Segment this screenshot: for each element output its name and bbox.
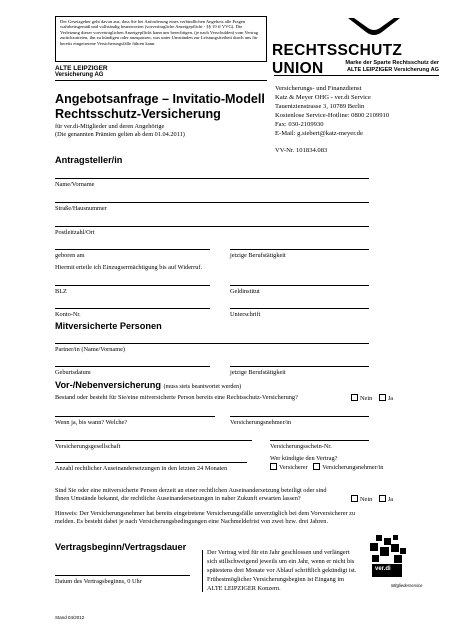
contact-line-4: Kostenlose Service-Hotline: 0800 2109910 [275, 112, 390, 119]
current-dispute-answer [351, 495, 393, 504]
who-holder-label: Versicherungsnehmer/in [322, 464, 384, 471]
verdi-logo-icon [366, 533, 408, 583]
contract-text-bar [202, 550, 203, 592]
page-title-line1: Angebotsanfrage – Invitatio-Modell [55, 92, 265, 106]
who-insurer-checkbox[interactable] [270, 463, 277, 470]
contact-line-5: Fax: 030-2109930 [275, 121, 324, 128]
prior-disputes-label: Anzahl rechtlicher Auseinandersetzungen in den letzten 24 Monaten [55, 465, 228, 472]
brand-name: RECHTSSCHUTZ UNION [272, 42, 403, 77]
hint-line-1: Hinweis: Der Versicherungsnehmer hat bereits eingetretene Versicherungsfälle unverzüglich bei dem Vorversicherer zu [55, 510, 356, 517]
prior-company-field[interactable] [55, 440, 252, 441]
contract-text-3: spätestens drei Monate vor Ablauf schriftlich gekündigt ist. [207, 567, 357, 574]
rechtsschutz-union-logo-icon [344, 12, 404, 42]
blz-field[interactable] [55, 285, 210, 286]
prior-who-label: Wer kündigte den Vertrag? [270, 455, 338, 462]
zip-city-field[interactable] [55, 226, 369, 227]
prior-holder-field[interactable] [230, 416, 369, 417]
prior-note: (muss stets beantwortet werden) [163, 384, 242, 390]
partner-field[interactable] [55, 343, 369, 344]
brand-tagline-2: ALTE LEIPZIGER Versicherung AG [346, 67, 439, 73]
prior-policy-field[interactable] [270, 440, 369, 441]
prior-when-label: Wenn ja, bis wann? Welche? [55, 419, 128, 426]
section-applicant: Antragsteller/in [55, 155, 123, 165]
dispute-yes-checkbox[interactable] [379, 495, 386, 502]
dispute-no-label: Nein [360, 496, 373, 503]
contract-start-label: Datum des Vertragsbeginns, 0 Uhr [55, 578, 142, 585]
insurer-name: ALTE LEIPZIGER [55, 65, 108, 72]
born-label: geboren am [55, 252, 85, 259]
who-insurer-label: Versicherer [279, 464, 308, 471]
debit-authorization-text: Hiermit erteile ich Einzugsermächtigung bis auf Widerruf. [55, 264, 203, 271]
partner-label: Partner/in (Name/Vorname) [55, 346, 126, 353]
birthdate-field[interactable] [55, 249, 210, 250]
prior-when-field[interactable] [55, 416, 215, 417]
title-subtitle-2: (Die genannten Prämien gelten ab dem 01.04.2011) [55, 131, 185, 138]
signature-field[interactable] [230, 308, 369, 309]
prior-title: Vor-/Nebenversicherung [55, 380, 162, 390]
partner-birthdate-label: Geburtsdatum [55, 369, 91, 376]
street-field[interactable] [55, 202, 369, 203]
prior-who-options [270, 463, 383, 472]
account-label: Konto-Nr. [55, 311, 81, 318]
footer-version: Stand 04/2012 [55, 615, 85, 620]
contract-start-field[interactable] [55, 575, 190, 576]
brand-divider [274, 75, 439, 76]
prior-policy-label: Versicherungsschein-Nr. [270, 443, 332, 450]
prior-company-label: Versicherungsgesellschaft [55, 443, 121, 450]
zip-city-label: Postleitzahl/Ort [55, 229, 95, 236]
divider [55, 80, 267, 81]
partner-birthdate-field[interactable] [55, 366, 210, 367]
section-contract: Vertragsbeginn/Vertragsdauer [55, 542, 187, 552]
signature-label: Unterschrift [230, 311, 261, 318]
partner-job-label: jetzige Berufstätigkeit [230, 369, 286, 376]
current-dispute-question-1: Sind Sie oder eine mitversicherte Person derzeit an einer rechtlichen Auseinandersetzung beteiligt oder sind [55, 487, 327, 494]
legal-notice-box [55, 16, 267, 62]
dispute-no-checkbox[interactable] [351, 495, 358, 502]
title-subtitle-1: für ver.di-Mitglieder und deren Angehörige [55, 123, 165, 130]
prior-disputes-field[interactable] [55, 462, 247, 463]
contact-line-2: Katz & Meyer OHG - ver.di Service [275, 94, 371, 101]
hint-line-2: melden. Es besteht dabei je nach Versicherungsbedingungen eine Nachmeldefrist von zwei bzw. drei Jahren. [55, 518, 328, 525]
blz-label: BLZ [55, 288, 67, 295]
section-prior-insurance [55, 380, 241, 390]
legal-notice-text: Der Gesetzgeber geht davon aus, dass Sie bei Anforderung eines verbindlichen Angebots alle Fragen wahrheitsgemäß und vollständig beantworten (vorvertragliche Anzeigepflicht - §§ 19 ff VVG). Die Verletzung dieser vorvertraglichen Anzeigepflicht kann uns berechtigen, (je nach Verschulden) vom Vertrag zurückzutreten, ihn zu kündigen oder anzupassen, was unter Umständen zur Leistungsfreiheit durch uns für bereits eingetretene Versicherungsfälle führen kann. [60, 19, 259, 46]
contact-line-1: Versicherungs- und Finanzdienst [275, 85, 362, 92]
vv-number: VV-Nr. 101834.083 [275, 147, 328, 154]
prior-no-label: Nein [360, 395, 373, 402]
prior-yes-label: Ja [387, 395, 394, 402]
name-label: Name/Vorname [55, 181, 95, 188]
section-coinsured: Mitversicherte Personen [55, 321, 162, 331]
current-dispute-question-2: Ihnen Umstände bekannt, die rechtliche Auseinandersetzungen in naher Zukunft erwarten lassen? [55, 495, 301, 502]
prior-question: Bestand oder besteht für Sie/eine mitversicherte Person bereits eine Rechtsschutz-Versicherung? [55, 394, 298, 401]
contact-line-6: E-Mail: g.siebert@katz-meyer.de [275, 130, 363, 137]
verdi-logo-text: ver.di [375, 566, 391, 572]
street-label: Straße/Hausnummer [55, 205, 107, 212]
dispute-yes-label: Ja [387, 496, 394, 503]
prior-holder-label: Versicherungsnehmer/in [230, 419, 292, 426]
prior-yes-checkbox[interactable] [379, 394, 386, 401]
contact-line-3: Tauentzienstrasse 3, 10789 Berlin [275, 103, 365, 110]
brand-tagline-1: Marke der Sparte Rechtsschutz der [345, 60, 439, 66]
bank-label: Geldinstitut [230, 288, 260, 295]
contract-text-1: Der Vertrag wird für ein Jahr geschlossen und verlängert [207, 549, 350, 556]
page-title-line2: Rechtsschutz-Versicherung [55, 107, 221, 121]
contract-text-5: ALTE LEIPZIGER Konzern. [207, 585, 281, 592]
prior-answer [351, 394, 393, 403]
job-field[interactable] [230, 249, 369, 250]
verdi-caption: Mitgliederservice [391, 583, 423, 588]
account-field[interactable] [55, 308, 210, 309]
insurer-sub: Versicherung AG [55, 72, 104, 78]
partner-job-field[interactable] [230, 366, 369, 367]
contract-text-2: sich stillschweigend jeweils um ein Jahr, wenn er nicht bis [207, 558, 355, 565]
who-holder-checkbox[interactable] [313, 463, 320, 470]
name-field[interactable] [55, 178, 369, 179]
job-label: jetzige Berufstätigkeit [230, 252, 286, 259]
prior-no-checkbox[interactable] [351, 394, 358, 401]
bank-field[interactable] [230, 285, 369, 286]
contract-text-4: Frühestmöglicher Versicherungsbeginn ist Eingang im [207, 576, 344, 583]
